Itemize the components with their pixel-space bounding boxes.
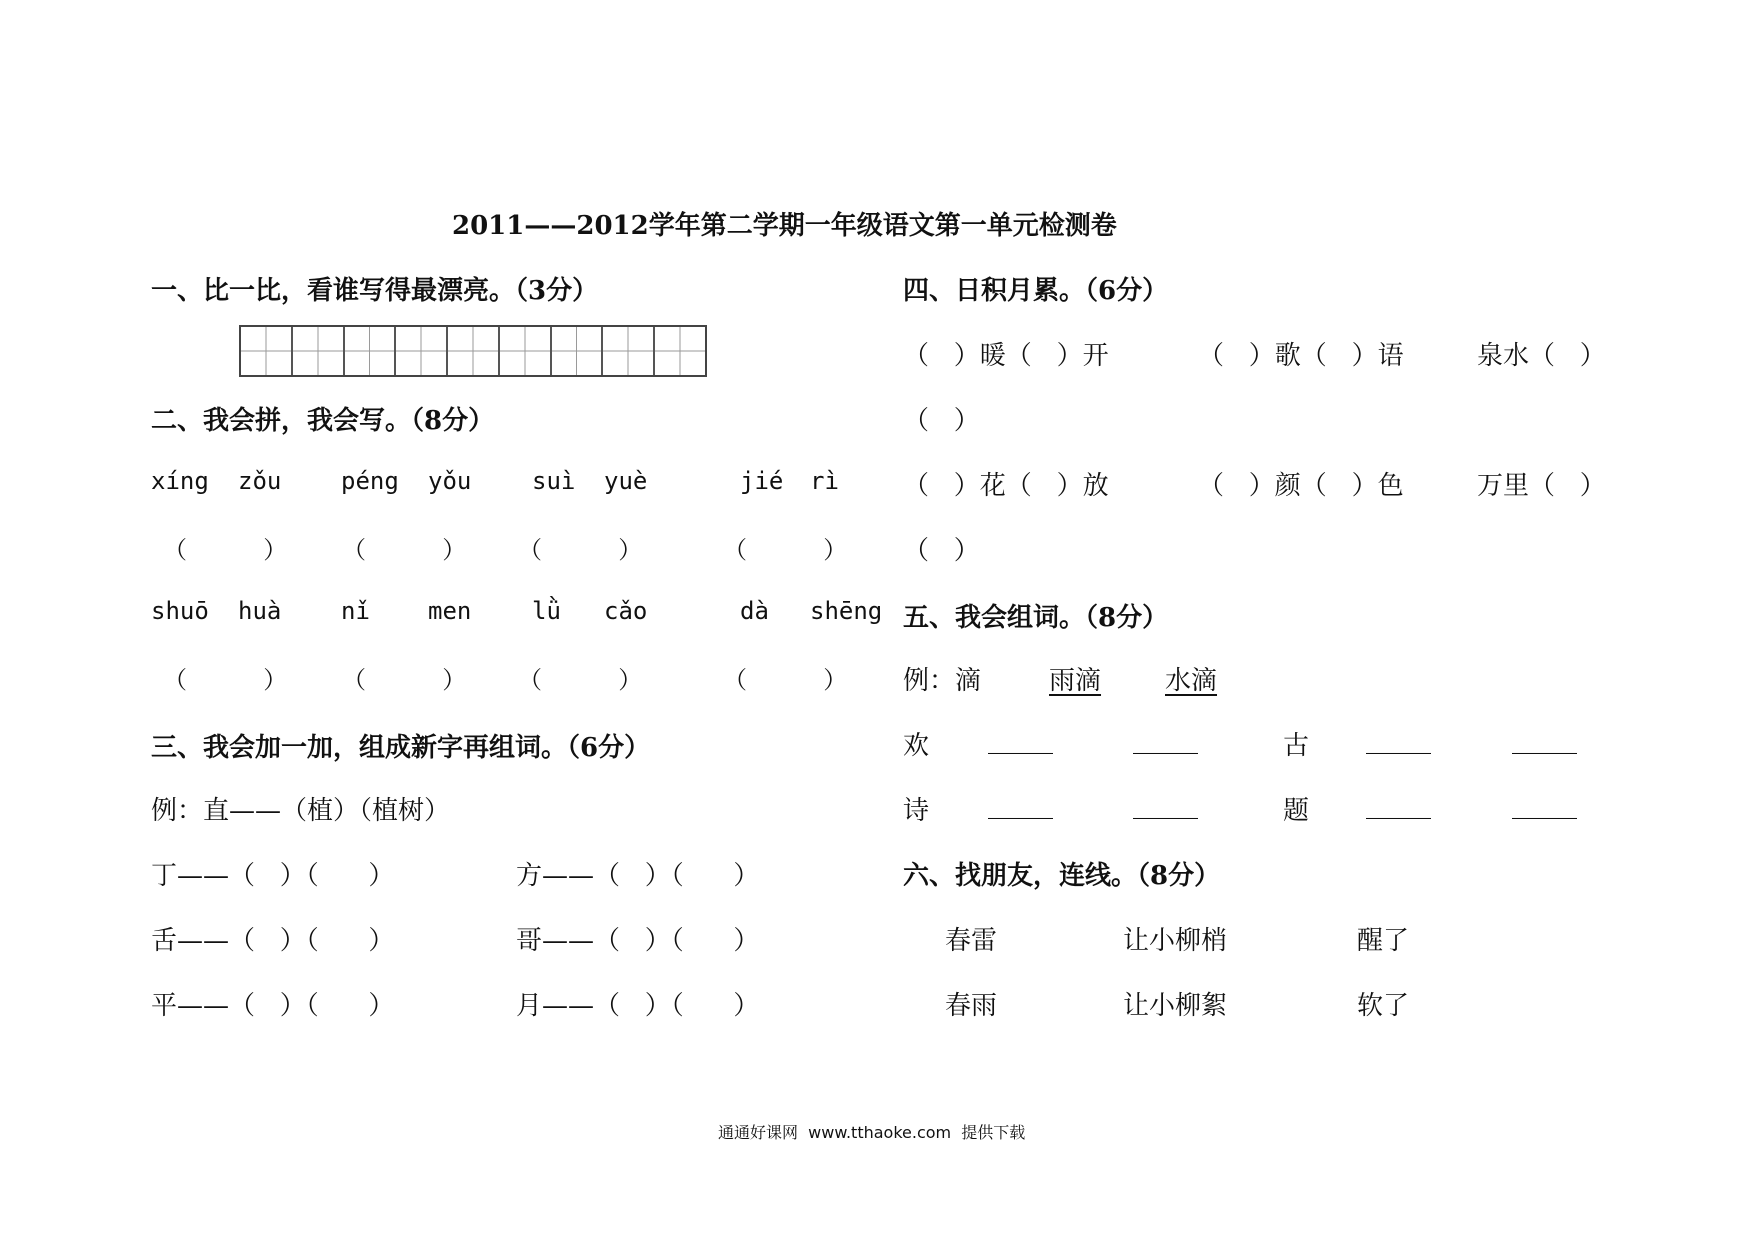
section5-example-word: 水滴: [1165, 666, 1218, 696]
section2-heading: 二、我会拼，我会写。（8分）: [151, 406, 495, 436]
pinyin-syllable: nǐ: [341, 597, 370, 625]
section3-item: 方——（ ）（ ）: [516, 861, 760, 891]
section4-item: 万里（ ）: [1477, 471, 1606, 501]
section4-item: （ ）花（ ）放: [903, 471, 1109, 501]
section4-item: （ ）暖（ ）开: [903, 341, 1109, 371]
grid-cell[interactable]: [448, 327, 500, 375]
answer-blank[interactable]: （ ）: [518, 536, 643, 564]
match-item[interactable]: 软了: [1357, 991, 1410, 1021]
section5-blank[interactable]: _____: [1133, 790, 1198, 820]
section4-heading: 四、日积月累。（6分）: [903, 276, 1169, 306]
answer-blank[interactable]: （ ）: [723, 666, 848, 694]
grid-cell[interactable]: [500, 327, 552, 375]
page-title: 2011——2012学年第二学期一年级语文第一单元检测卷: [452, 211, 1117, 241]
section5-blank[interactable]: _____: [1366, 725, 1431, 755]
pinyin-syllable: péng: [341, 467, 399, 495]
section5-blank[interactable]: _____: [1366, 790, 1431, 820]
footer-text: 通通好课网 www.tthaoke.com 提供下载: [718, 1123, 1026, 1142]
pinyin-syllable: xíng: [151, 467, 209, 495]
section4-item: 泉水（ ）: [1477, 341, 1606, 371]
section1-heading: 一、比一比，看谁写得最漂亮。（3分）: [151, 276, 599, 306]
pinyin-syllable: cǎo: [604, 597, 648, 625]
pinyin-syllable: huà: [238, 597, 282, 625]
section5-char: 古: [1283, 731, 1310, 761]
pinyin-syllable: yuè: [604, 467, 648, 495]
section5-blank[interactable]: _____: [1512, 725, 1577, 755]
section3-item: 平——（ ）（ ）: [151, 991, 395, 1021]
section4-item: （ ）: [903, 406, 980, 436]
pinyin-syllable: men: [428, 597, 472, 625]
section5-blank[interactable]: _____: [1133, 725, 1198, 755]
answer-blank[interactable]: （ ）: [518, 666, 643, 694]
pinyin-syllable: lǜ: [532, 597, 561, 625]
section6-heading: 六、找朋友，连线。（8分）: [903, 861, 1221, 891]
section4-item: （ ）颜（ ）色: [1198, 471, 1404, 501]
section4-item: （ ）: [903, 536, 980, 566]
pinyin-syllable: jié: [740, 467, 784, 495]
answer-blank[interactable]: （ ）: [723, 536, 848, 564]
pinyin-syllable: zǒu: [238, 467, 282, 495]
section3-heading: 三、我会加一加，组成新字再组词。（6分）: [151, 733, 651, 763]
section3-item: 哥——（ ）（ ）: [516, 926, 760, 956]
match-item[interactable]: 让小柳絮: [1123, 991, 1228, 1021]
section5-heading: 五、我会组词。（8分）: [903, 603, 1169, 633]
pinyin-syllable: suì: [532, 467, 576, 495]
section5-blank[interactable]: _____: [1512, 790, 1577, 820]
answer-blank[interactable]: （ ）: [342, 666, 467, 694]
match-item[interactable]: 春雨: [945, 991, 998, 1021]
match-item[interactable]: 春雷: [945, 926, 998, 956]
grid-cell[interactable]: [241, 327, 293, 375]
answer-blank[interactable]: （ ）: [163, 536, 288, 564]
grid-cell[interactable]: [293, 327, 345, 375]
section3-item: 丁——（ ）（ ）: [151, 861, 395, 891]
section5-char: 题: [1283, 796, 1310, 826]
pinyin-syllable: yǒu: [428, 467, 472, 495]
section5-example-label: 例：滴: [903, 666, 982, 696]
pinyin-syllable: rì: [810, 467, 839, 495]
grid-cell[interactable]: [655, 327, 705, 375]
pinyin-syllable: dà: [740, 597, 769, 625]
section3-item: 舌——（ ）（ ）: [151, 926, 395, 956]
section5-blank[interactable]: _____: [988, 790, 1053, 820]
match-item[interactable]: 让小柳梢: [1123, 926, 1228, 956]
grid-cell[interactable]: [552, 327, 604, 375]
section5-char: 欢: [903, 731, 930, 761]
section5-blank[interactable]: _____: [988, 725, 1053, 755]
section4-item: （ ）歌（ ）语: [1198, 341, 1404, 371]
section3-example: 例：直——（植）（植树）: [151, 796, 451, 826]
grid-cell[interactable]: [345, 327, 397, 375]
writing-grid: [239, 325, 707, 377]
section5-char: 诗: [903, 796, 930, 826]
section3-item: 月——（ ）（ ）: [516, 991, 760, 1021]
pinyin-syllable: shuō: [151, 597, 209, 625]
section5-example-word: 雨滴: [1049, 666, 1102, 696]
grid-cell[interactable]: [396, 327, 448, 375]
answer-blank[interactable]: （ ）: [163, 666, 288, 694]
match-item[interactable]: 醒了: [1357, 926, 1410, 956]
grid-cell[interactable]: [603, 327, 655, 375]
answer-blank[interactable]: （ ）: [342, 536, 467, 564]
pinyin-syllable: shēng: [810, 597, 883, 625]
